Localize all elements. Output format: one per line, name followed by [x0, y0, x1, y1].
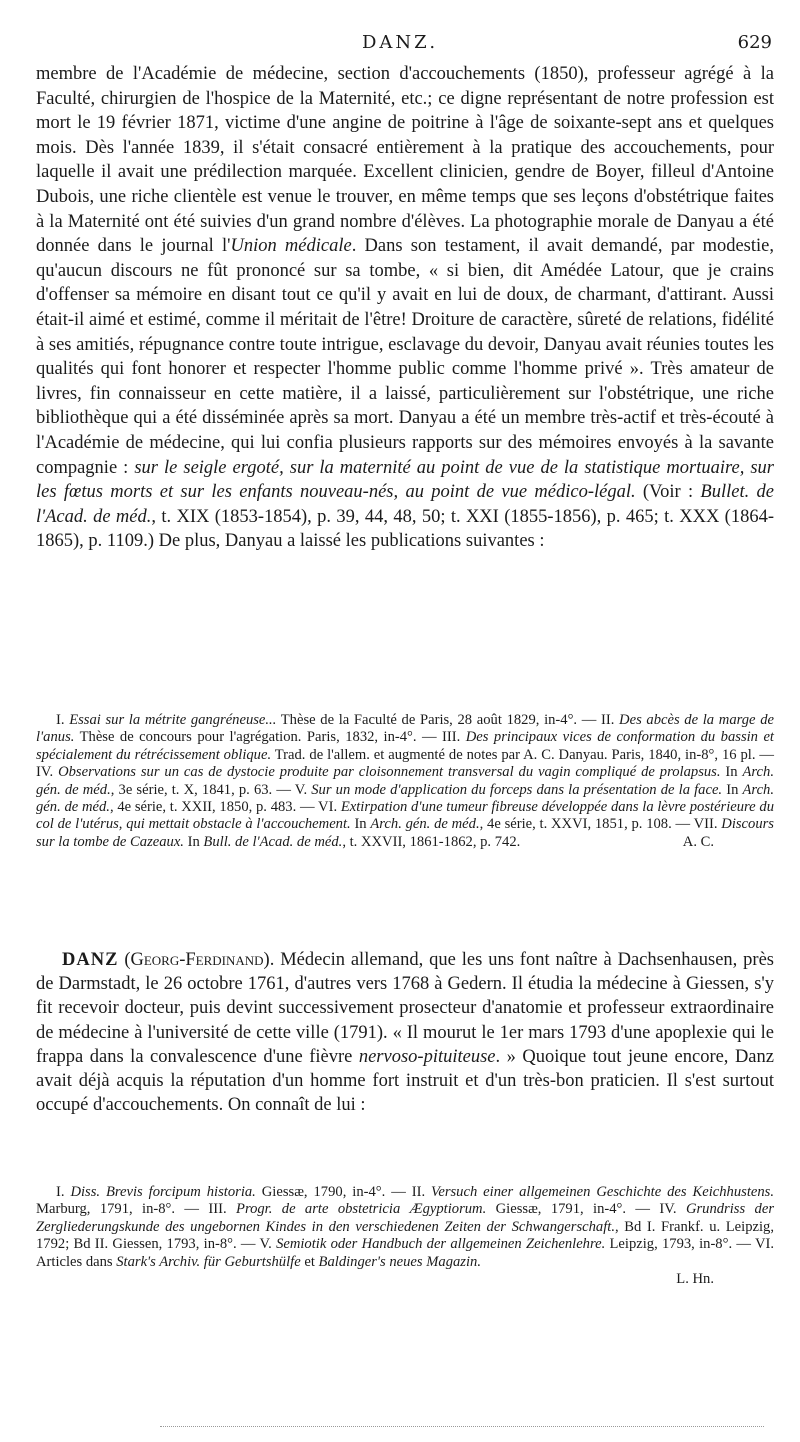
danz-body-paragraph — [36, 948, 774, 1117]
journal-title: Union médicale — [230, 236, 352, 257]
pub-number: I. — [56, 1184, 71, 1200]
pub-title: Versuch einer allgemeinen Geschichte des Keichhustens. — [431, 1184, 774, 1200]
journal-title: Bullet. de l'Acad. de méd. — [36, 482, 774, 527]
body-text: (Voir : — [635, 482, 701, 503]
pub-title: Des abcès de la marge de l'anus. — [36, 712, 774, 746]
pub-ref: , 3e série, t. X, 1841, p. 63. — V. — [110, 781, 312, 798]
pub-title: Semiotik oder Handbuch der allgemeinen Zeichenlehre. — [276, 1236, 606, 1253]
pub-ref: Giessæ, 1790, in-4°. — II. — [255, 1184, 432, 1200]
pub-journal: Arch. gén. de méd. — [36, 764, 774, 798]
pub-ref: et — [300, 1253, 319, 1270]
body-text: . Dans son testament, il avait demandé, par modestie, qu'aucun discours ne fût prononcé sur sa tombe, « si bien, dit Amédée Latour, que je crains d'offenser sa mémoire en disant tout ce qu'il y avait en lui de doux, de charmant, d'attirant. Aussi était-il aimé et estimé, comme il méritait de l'être! Droiture de caractère, sûreté de relations, fidélité à ses amitiés, répugnance contre toute intrigue, esclavage du devoir, Danyau avait réunies toutes les qualités qui font honorer et respecter l'homme public comme l'homme privé ». Très amateur de livres, fin connaisseur en cette matière, il a laissé, particulièrement sur l'obstétrique, une riche bibliothèque qui a été disséminée après sa mort. Danyau a été un membre très-actif et très-écouté à l'Académie de médecine, qui lui confia plusieurs rapports sur des mémoires envoyés à la savante compagnie : — [36, 236, 774, 478]
pub-ref: , t. XXVII, 1861-1862, p. 742. — [342, 833, 521, 850]
bibliography-list — [36, 1184, 774, 1271]
bottom-dotted-rule — [160, 1426, 764, 1427]
body-text: membre de l'Académie de médecine, section d'accouchements (1850), professeur agrégé à la Faculté, chirurgien de l'hospice de la Maternité, etc.; ce digne représentant de notre profession est mort le 19 février 1871, victime d'une angine de poitrine à l'âge de soixante-sept ans et quelques mois. Dès l'année 1839, il s'était consacré entièrement à la pratique des accouchements, pour laquelle il avait une prédilection marquée. Excellent clinicien, gendre de Boyer, filleul d'Antoine Dubois, une riche clientèle est venue le trouver, en même temps que ses leçons d'obstétrique faites à la Maternité ont été suivies d'un grand nombre d'élèves. La photographie morale de Danyau a été donnée dans le journal l' — [36, 64, 774, 257]
pub-journal: Arch. gén. de méd. — [36, 781, 774, 816]
pub-title: Des principaux vices de conformation du bassin et spécialement du rétrécissement oblique. — [36, 729, 774, 763]
entry-given-names: (Georg-Ferdinand). — [124, 950, 275, 970]
author-signature: A. C. — [682, 834, 714, 851]
pub-journal: Bull. de l'Acad. de méd. — [203, 833, 343, 850]
pub-ref: Leipzig, 1793, in-8°. — VI. Articles dans — [36, 1236, 774, 1270]
danz-bibliography — [36, 1184, 774, 1288]
report-titles: sur le seigle ergoté, sur la maternité au point de vue de la statistique mortuaire, sur les fœtus morts et sur les enfants nouveau-nés, au point de vue médico-légal. — [36, 457, 774, 503]
pub-title: Essai sur la métrite gangréneuse... — [69, 712, 277, 728]
page-number: 629 — [737, 32, 772, 53]
danyau-entry-continuation — [36, 62, 774, 554]
pub-ref: , 4e série, t. XXII, 1850, p. 483. — VI. — [109, 799, 341, 816]
bibliography-list — [36, 712, 774, 851]
pub-journal: Arch. gén. de méd. — [370, 816, 480, 833]
pub-ref: Marburg, 1791, in-8°. — III. — [36, 1201, 237, 1218]
pub-title: Sur un mode d'application du forceps dans la présentation de la face. — [311, 781, 723, 798]
pub-ref: , Bd I. Frankf. u. Leipzig, 1792; Bd II. Giessen, 1793, in-8°. — V. — [36, 1218, 774, 1253]
pub-number: I. — [56, 712, 70, 728]
body-text: , t. XIX (1853-1854), p. 39, 44, 48, 50; t. XXI (1855-1856), p. 465; t. XXX (1864-1865), p. 1109.) De plus, Danyau a laissé les publications suivantes : — [36, 506, 775, 552]
pub-ref: Thèse de concours pour l'agrégation. Paris, 1832, in-4°. — III. — [74, 729, 466, 746]
pub-ref: , 4e série, t. XXVI, 1851, p. 108. — VII. — [479, 816, 722, 833]
body-text: Médecin allemand, que les uns font naître à Dachsenhausen, près de Darmstadt, le 26 octobre 1761, d'autres vers 1768 à Gedern. Il étudia la médecine à Giessen, s'y fit recevoir docteur, puis devint successivement prosecteur d'anatomie et professeur extraordinaire de médecine à l'université de cette ville (1791). « Il mourut le 1er mars 1793 d'une apoplexie qui le frappa dans la convalescence d'une fièvre — [36, 950, 774, 1067]
pub-title: Discours sur la tombe de Cazeaux. — [36, 816, 774, 850]
pub-ref: Trad. de l'allem. et augmenté de notes par A. C. Danyau. Paris, 1840, in-8°, 16 pl. — IV. — [36, 746, 775, 781]
pub-title: Extirpation d'une tumeur fibreuse développée dans la lèvre postérieure du col de l'utérus, qui mettait obstacle à l'accouchement. — [36, 799, 774, 833]
pub-title: Grundriss der Zergliederungskunde des ungebornen Kindes in den verschiedenen Zeiten der Schwangerschaft. — [36, 1201, 774, 1235]
danyau-bibliography — [36, 712, 774, 852]
body-italic: nervoso-pituiteuse — [358, 1046, 496, 1067]
pub-ref: In — [720, 764, 743, 781]
author-signature: L. Hn. — [676, 1271, 714, 1288]
pub-journal: Stark's Archiv. für Geburtshülfe — [116, 1253, 301, 1270]
pub-title: Observations sur un cas de dystocie produite par cloisonnement transversal du vagin compliqué de prolapsus. — [58, 764, 721, 781]
entry-headword: DANZ — [62, 950, 119, 970]
danz-entry — [36, 948, 774, 1117]
pub-ref: In — [350, 816, 371, 833]
body-text: . » Quoique tout jeune encore, Danz avait déjà acquis la réputation d'un homme fort instruit et d'un très-bon praticien. Il s'est surtout occupé d'accouchements. On connaît de lui : — [36, 1046, 774, 1116]
pub-title: Progr. de arte obstetricia Ægyptiorum. — [236, 1201, 487, 1218]
pub-title: Diss. Brevis forcipum historia. — [70, 1184, 256, 1200]
pub-journal: Baldinger's neues Magazin. — [318, 1253, 481, 1270]
pub-ref: In — [183, 833, 204, 850]
running-title: DANZ. — [361, 32, 439, 53]
danyau-body-paragraph — [36, 62, 774, 554]
pub-ref: Giessæ, 1791, in-4°. — IV. — [486, 1201, 686, 1218]
pub-ref: In — [722, 781, 743, 798]
pub-ref: Thèse de la Faculté de Paris, 28 août 1829, in-4°. — II. — [276, 712, 620, 728]
